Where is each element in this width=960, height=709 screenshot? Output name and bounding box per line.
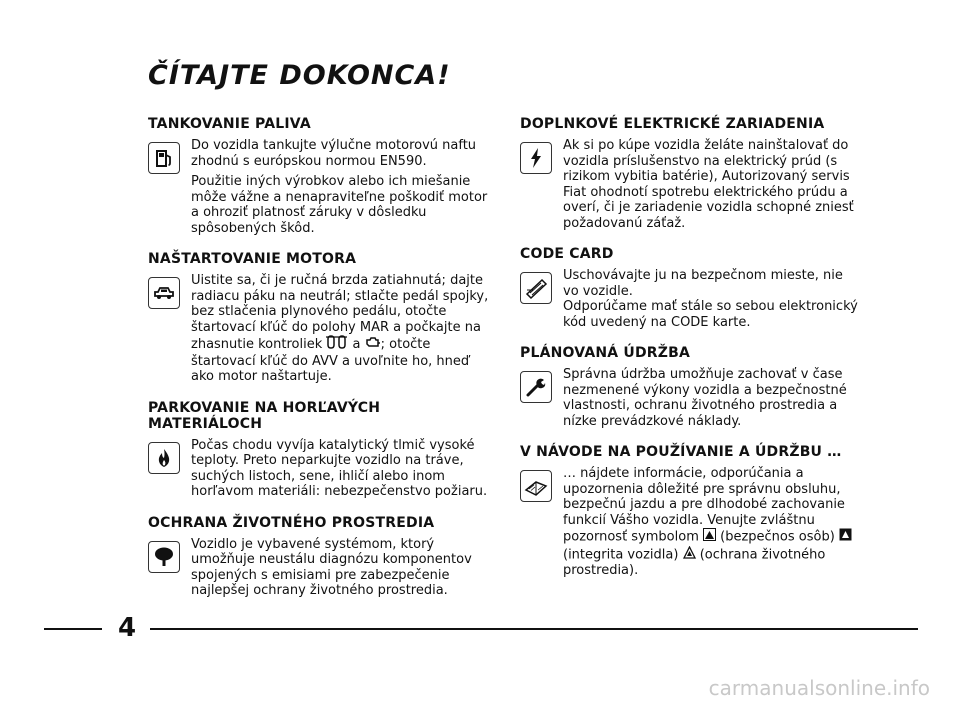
section-heading: NAŠTARTOVANIE MOTORA xyxy=(148,251,357,267)
section-heading: PLÁNOVANÁ ÚDRŽBA xyxy=(520,345,691,361)
open-book-icon xyxy=(520,470,552,502)
lightning-icon xyxy=(520,142,552,174)
section-electrical xyxy=(520,116,860,236)
section-parking xyxy=(148,400,493,505)
wrench-icon xyxy=(520,371,552,403)
page-number: 4 xyxy=(118,613,137,643)
symbol-label: (ochrana životného prostredia). xyxy=(563,546,826,578)
right-column xyxy=(520,116,860,594)
watermark: carmanualsonline.info xyxy=(708,676,930,700)
car-icon xyxy=(148,277,180,309)
section-heading: DOPLNKOVÉ ELEKTRICKÉ ZARIADENIA xyxy=(520,116,825,132)
section-heading: CODE CARD xyxy=(520,246,614,262)
paragraph-continuation: ; otočte štartovací kľúč do AVV a uvoľnite ho, hneď ako motor naštartuje. xyxy=(191,336,470,384)
paragraph: Do vozidla tankujte výlučne motorovú naftu zhodnú s európskou normou EN590. xyxy=(191,138,477,169)
footer-rule-left xyxy=(44,628,102,630)
left-column xyxy=(148,116,493,614)
section-engine-start xyxy=(148,251,493,390)
section-heading: OCHRANA ŽIVOTNÉHO PROSTREDIA xyxy=(148,514,435,531)
environment-protection-icon xyxy=(683,546,696,564)
section-heading: PARKOVANIE NA HORĽAVÝCH MATERIÁLOCH xyxy=(148,399,381,432)
footer-rule-right xyxy=(150,628,918,630)
symbol-label: (integrita vozidla) xyxy=(563,546,679,562)
code-card-icon xyxy=(520,272,552,304)
section-fuel xyxy=(148,116,493,241)
conjunction: a xyxy=(352,336,361,352)
symbol-label: (bezpečnos osôb) xyxy=(720,529,835,545)
glow-plug-warning-icon xyxy=(326,335,348,354)
tree-icon xyxy=(148,541,180,573)
paragraph: Uistite sa, či je ručná brzda zatiahnutá; dajte radiacu páku na neutrál; stlačte pedál spojky, bez stlačenia plynového pedálu, otočte štartovací kľúč do polohy MAR a počkajte na zhasnutie kontroliek xyxy=(191,273,489,352)
paragraph: Uschovávajte ju na bezpečnom mieste, nie vo vozidle. xyxy=(563,268,843,299)
section-code-card xyxy=(520,246,860,335)
flame-icon xyxy=(148,442,180,474)
person-safety-icon xyxy=(703,528,716,546)
section-heading: TANKOVANIE PALIVA xyxy=(148,116,311,132)
page-title: ČÍTAJTE DOKONCA! xyxy=(148,60,451,91)
engine-warning-icon xyxy=(365,335,381,354)
vehicle-integrity-icon xyxy=(839,528,852,546)
paragraph: Ak si po kúpe vozidla želáte nainštalovať do vozidla príslušenstvo na elektrický prúd (s rizikom vybitia batérie), Autorizovaný servis Fiat ohodnotí spotrebu elektrického prúdu a overí, či je zariadenie vozidla schopné zniesť požadovanú záťaž. xyxy=(563,138,854,231)
section-manual xyxy=(520,444,860,584)
section-heading: V NÁVODE NA POUŽÍVANIE A ÚDRŽBU … xyxy=(520,444,842,460)
paragraph: Odporúčame mať stále so sebou elektronický kód uvedený na CODE karte. xyxy=(563,299,858,330)
paragraph: Počas chodu vyvíja katalytický tlmič vysoké teploty. Preto neparkujte vozidlo na tráve, suchých listoch, sene, ihličí alebo inom horľavom materiáli: nebezpečenstvo požiaru. xyxy=(191,437,488,499)
fuel-pump-icon xyxy=(148,142,180,174)
section-environment xyxy=(148,515,493,604)
paragraph: Vozidlo je vybavené systémom, ktorý umožňuje neustálu diagnózu komponentov spojených s emisiami pre zabezpečenie najlepšej ochrany životného prostredia. xyxy=(191,536,472,598)
paragraph: … nájdete informácie, odporúčania a upozornenia dôležité pre správnu obsluhu, bezpečnú jazdu a pre dlhodobé zachovanie funkcií Vášho vozidla. Venujte zvláštnu pozornosť symbolom xyxy=(563,466,845,545)
section-maintenance xyxy=(520,345,860,434)
paragraph: Správna údržba umožňuje zachovať v čase nezmenené výkony vozidla a bezpečnostné vlastnosti, ochranu životného prostredia a nízke prevádzkové náklady. xyxy=(563,367,847,429)
paragraph: Použitie iných výrobkov alebo ich miešanie môže vážne a nenapraviteľne poškodiť motor a ohroziť platnosť záruky v dôsledku spôsobených škôd. xyxy=(191,174,488,236)
